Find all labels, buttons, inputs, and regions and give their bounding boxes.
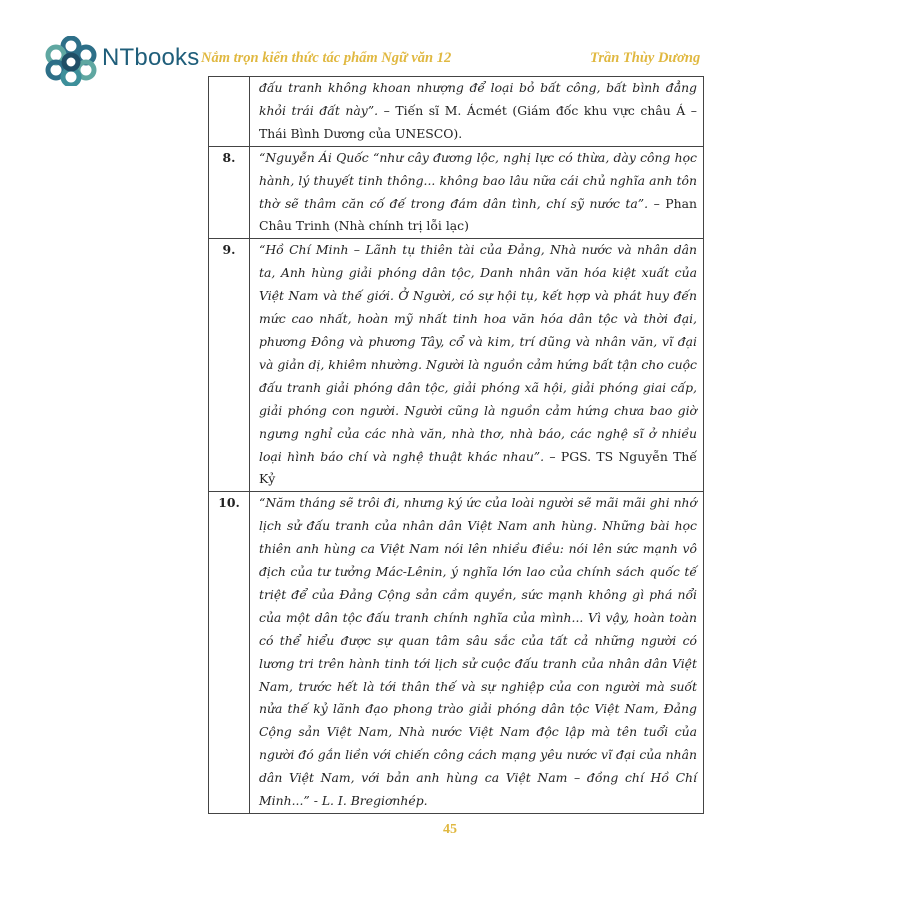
table-row: [209, 239, 704, 492]
brand-name: NTbooks: [102, 44, 200, 71]
quote-cell: [250, 146, 704, 239]
quote-source: - L. I. Bregiơnhép.: [313, 793, 428, 809]
quote-source: – PGS. TS Nguyễn Thế Kỷ: [259, 448, 697, 487]
table-row: [209, 77, 704, 147]
quote-text: “Nguyễn Ái Quốc “như cây đương lộc, nghị lực có thừa, dày công học hành, lý thuyết tinh thông... không bao lâu nữa cái chủ nghĩa anh tôn thờ sẽ thâm căn cố đế trong đám dân tình, chí sỹ nước ta”.: [259, 149, 697, 211]
page-header: [0, 0, 900, 80]
quote-source: – Phan Châu Trinh (Nhà chính trị lỗi lạc): [259, 195, 697, 234]
quote-text: đấu tranh không khoan nhượng để loại bỏ bất công, bất bình đẳng khỏi trái đất này”.: [259, 80, 697, 118]
quote-cell: [250, 239, 704, 492]
running-author: Trần Thùy Dương: [590, 50, 701, 66]
quotes-table: [208, 76, 704, 814]
ntbooks-logo-icon: [44, 36, 98, 86]
row-number: [209, 77, 250, 147]
page-number: 45: [443, 822, 457, 837]
quote-text: “Năm tháng sẽ trôi đi, nhưng ký ức của loài người sẽ mãi mãi ghi nhớ lịch sử đấu tranh của nhân dân Việt Nam anh hùng. Những bài học thiên anh hùng ca Việt Nam nói lên nhiều điều: nói lên sức mạnh vô địch của tư tưởng Mác-Lênin, ý nghĩa lớn lao của chính sách quốc tế triệt để của Đảng Cộng sản cầm quyền, sức mạnh không gì phá nổi của một dân tộc đấu tranh chính nghĩa của mình... Vì vậy, hoàn toàn có thể hiểu được sự quan tâm sâu sắc của tất cả những người có lương tri trên hành tinh tới lịch sử cuộc đấu tranh của nhân dân Việt Nam, trước hết là tới thân thế và sự nghiệp của con người mà suốt nửa thế kỷ lãnh đạo phong trào giải phóng dân tộc Việt Nam, Đảng Cộng sản Việt Nam, Nhà nước Việt Nam độc lập mà tên tuổi của người đó gắn liền với chiến công cách mạng yêu nước vĩ đại của nhân dân Việt Nam, với bản anh hùng ca Việt Nam – đồng chí Hồ Chí Minh...”: [259, 495, 697, 809]
table-row: [209, 492, 704, 814]
quote-source: – Tiến sĩ M. Ácmét (Giám đốc khu vực châu Á – Thái Bình Dương của UNESCO).: [259, 102, 697, 141]
quote-cell: [250, 492, 704, 814]
quote-cell: [250, 77, 704, 147]
row-number: 10.: [209, 492, 250, 814]
row-number: 8.: [209, 146, 250, 239]
row-number: 9.: [209, 239, 250, 492]
quote-text: “Hồ Chí Minh – Lãnh tụ thiên tài của Đảng, Nhà nước và nhân dân ta, Anh hùng giải phóng dân tộc, Danh nhân văn hóa kiệt xuất của Việt Nam và thế giới. Ở Người, có sự hội tụ, kết hợp và phát huy đến mức cao nhất, hoàn mỹ nhất tinh hoa văn hóa dân tộc và thời đại, phương Đông và phương Tây, cổ và kim, trí dũng và nhân văn, vĩ đại và giản dị, khiêm nhường. Người là nguồn cảm hứng bất tận cho cuộc đấu tranh giải phóng dân tộc, giải phóng xã hội, giải phóng giai cấp, giải phóng con người. Người cũng là nguồn cảm hứng chưa bao giờ ngưng nghỉ của các nhà văn, nhà thơ, nhà báo, các nghệ sĩ ở nhiều loại hình báo chí và nghệ thuật khác nhau”.: [259, 242, 697, 464]
table-row: [209, 146, 704, 239]
running-title: Nắm trọn kiến thức tác phẩm Ngữ văn 12: [201, 50, 452, 66]
